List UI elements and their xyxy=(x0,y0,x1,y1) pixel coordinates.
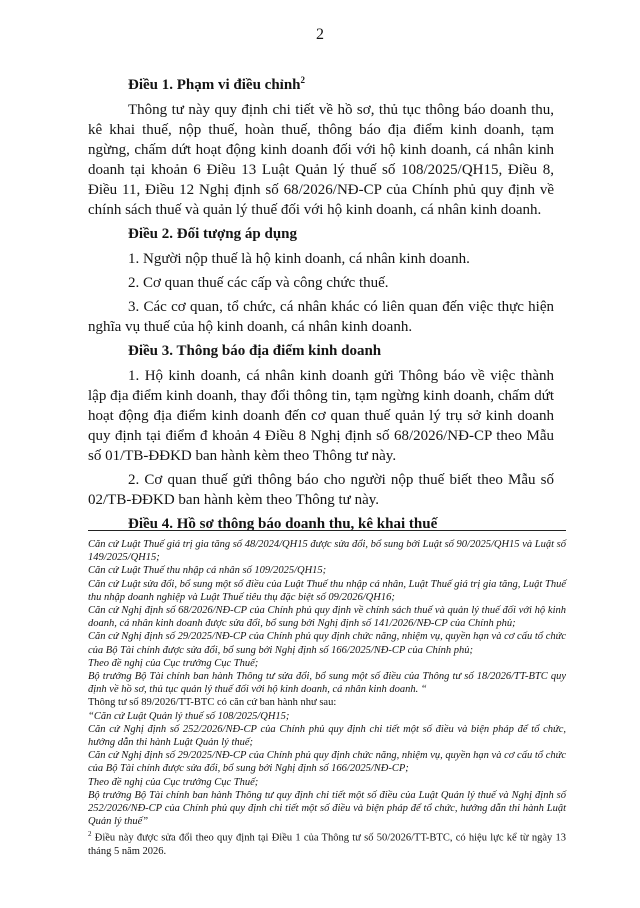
article-1-heading xyxy=(128,70,554,95)
footnote-2-text: Điều này được sửa đổi theo quy định tại Điều 1 của Thông tư số 50/2026/TT-BTC, có hiệu lực kể từ ngày 13 tháng 5 năm 2026. xyxy=(88,832,566,858)
footnote-line: Căn cứ Luật Thuế thu nhập cá nhân số 109/2025/QH15; xyxy=(88,565,327,577)
document-body xyxy=(88,70,554,539)
article-1-heading-text: Điều 1. Phạm vi điều chỉnh xyxy=(128,77,301,93)
article-1-paragraph: Thông tư này quy định chi tiết về hồ sơ, thủ tục thông báo doanh thu, kê khai thuế, nộp thuế, hoàn thuế, thông báo địa điểm kinh doanh, tạm ngừng, chấm dứt hoạt động kinh doanh đối với hộ kinh doanh, cá nhân kinh doanh tại khoản 6 Điều 13 Luật Quản lý thuế số 108/2025/QH15, Điều 8, Điều 11, Điều 12 Nghị định số 68/2026/NĐ-CP của Chính phủ quy định về chính sách thuế và quản lý thuế đối với hộ kinh doanh, cá nhân kinh doanh. xyxy=(88,102,554,218)
footnote-ref-2: 2 xyxy=(300,75,306,85)
article-2-clause-2: 2. Cơ quan thuế các cấp và công chức thuế. xyxy=(128,275,389,291)
article-2-clause-1: 1. Người nộp thuế là hộ kinh doanh, cá nhân kinh doanh. xyxy=(128,251,470,267)
footnote-line: Căn cứ Nghị định số 29/2025/NĐ-CP của Chính phủ quy định chức năng, nhiệm vụ, quyền hạn và cơ cấu tổ chức của Bộ Tài chính được sửa đổi, bổ sung bởi Nghị định số 166/2025/NĐ-CP; xyxy=(88,750,566,775)
footnote-line: Căn cứ Luật sửa đổi, bổ sung một số điều của Luật Thuế thu nhập cá nhân, Luật Thuế giá trị gia tăng, Luật Thuế thu nhập doanh nghiệp và Luật Thuế tiêu thụ đặc biệt số 09/2026/QH16; xyxy=(88,578,566,603)
footnotes xyxy=(88,538,566,858)
article-3-clause-1: 1. Hộ kinh doanh, cá nhân kinh doanh gửi Thông báo về việc thành lập địa điểm kinh doanh, thay đổi thông tin, tạm ngừng kinh doanh, chấm dứt hoạt động địa điểm kinh doanh đến cơ quan thuế quản lý trụ sở kinh doanh quy định tại điểm đ khoản 4 Điều 8 Nghị định số 68/2026/NĐ-CP theo Mẫu số 01/TB-ĐĐKD ban hành kèm theo Thông tư này. xyxy=(88,368,554,464)
footnote-2-marker: 2 xyxy=(88,830,92,839)
footnote-line: Theo đề nghị của Cục trưởng Cục Thuế; xyxy=(88,776,259,788)
footnote-line: Bộ trưởng Bộ Tài chính ban hành Thông tư quy định chi tiết một số điều của Luật Quản lý thuế và Nghị định số 252/2026/NĐ-CP của Chính phủ quy định chi tiết một số điều và biện pháp để tổ chức, hướng dẫn thi hành Luật Quản lý thuế” xyxy=(88,789,566,828)
article-3-heading: Điều 3. Thông báo địa điểm kinh doanh xyxy=(128,343,382,359)
article-4-heading: Điều 4. Hồ sơ thông báo doanh thu, kê khai thuế xyxy=(128,516,438,532)
footnote-line: Căn cứ Nghị định số 252/2026/NĐ-CP của Chính phủ quy định chi tiết một số điều và biện pháp để tổ chức, hướng dẫn thi hành Luật Quản lý thuế; xyxy=(88,723,566,749)
footnote-line: Căn cứ Nghị định số 29/2025/NĐ-CP của Chính phủ quy định chức năng, nhiệm vụ, quyền hạn và cơ cấu tổ chức của Bộ Tài chính được sửa đổi, bổ sung bởi Nghị định số 166/2025/NĐ-CP của Chính phủ; xyxy=(88,631,566,656)
footnote-line: Bộ trưởng Bộ Tài chính ban hành Thông tư sửa đổi, bổ sung một số điều của Thông tư số 18/2026/TT-BTC quy định về hồ sơ, thủ tục quản lý thuế đối với hộ kinh doanh, cá nhân kinh doanh. “ xyxy=(88,671,566,696)
article-2-clause-3: 3. Các cơ quan, tổ chức, cá nhân khác có liên quan đến việc thực hiện nghĩa vụ thuế của hộ kinh doanh, cá nhân kinh doanh. xyxy=(88,299,554,335)
article-3-clause-2: 2. Cơ quan thuế gửi thông báo cho người nộp thuế biết theo Mẫu số 02/TB-ĐĐKD ban hành kèm theo Thông tư này. xyxy=(88,472,554,508)
footnote-line: “Căn cứ Luật Quản lý thuế số 108/2025/QH15; xyxy=(88,710,290,722)
footnote-line: Theo đề nghị của Cục trưởng Cục Thuế; xyxy=(88,657,259,669)
footnote-line: Căn cứ Luật Thuế giá trị gia tăng số 48/2024/QH15 được sửa đổi, bổ sung bởi Luật số 90/2025/QH15 và Luật số 149/2025/QH15; xyxy=(88,539,566,564)
footnote-2 xyxy=(88,828,566,858)
footnote-line: Căn cứ Nghị định số 68/2026/NĐ-CP của Chính phủ quy định về chính sách thuế và quản lý thuế đối với hộ kinh doanh, cá nhân kinh doanh được sửa đổi, bổ sung bởi Nghị định số 141/2026/NĐ-CP của Chính phủ; xyxy=(88,605,566,630)
article-2-heading: Điều 2. Đối tượng áp dụng xyxy=(128,226,298,242)
footnote-line: Thông tư số 89/2026/TT-BTC có căn cứ ban hành như sau: xyxy=(88,697,337,709)
page-number: 2 xyxy=(316,26,324,43)
footnote-divider xyxy=(88,530,566,531)
